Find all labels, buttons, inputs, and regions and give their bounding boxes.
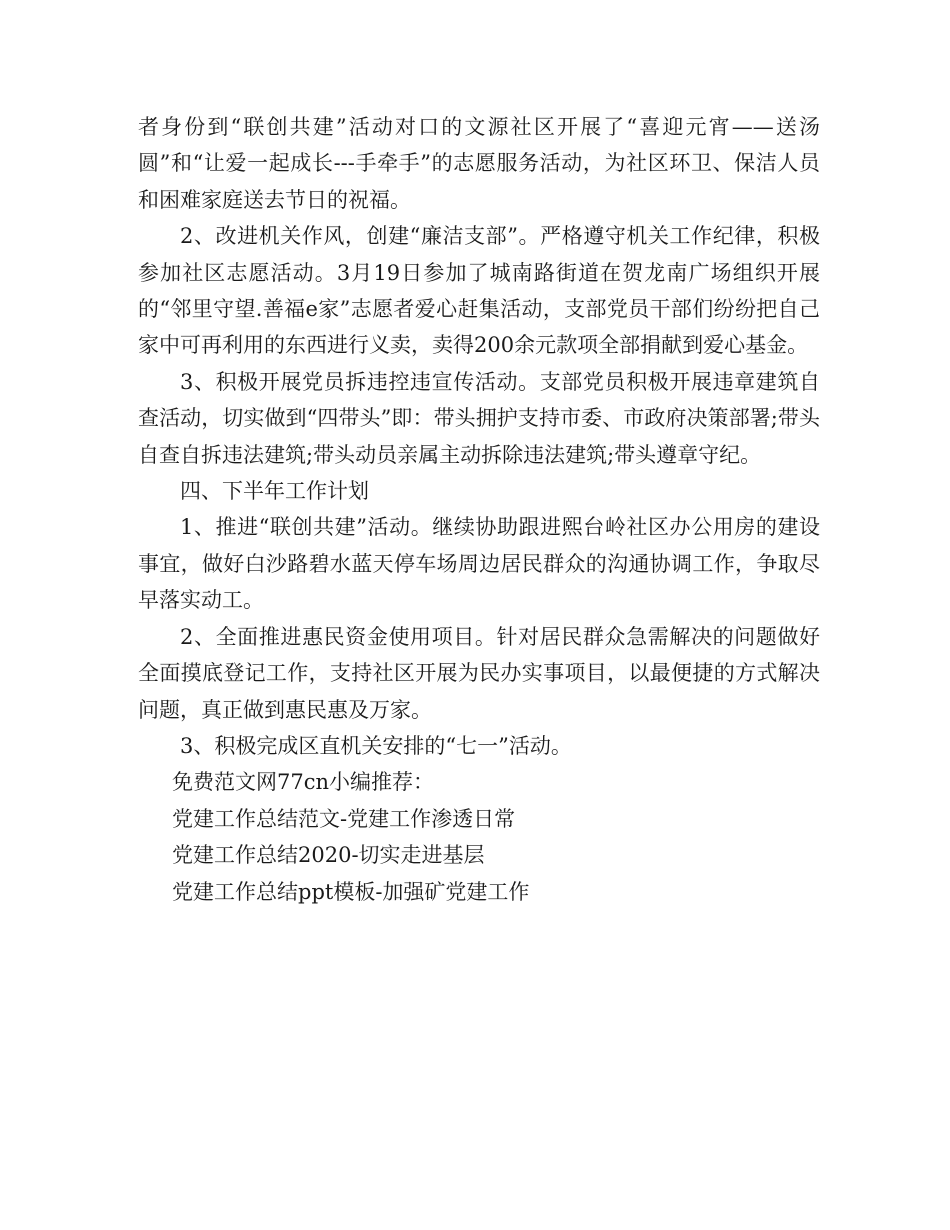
paragraph-continuation: 者身份到“联创共建”活动对口的文源社区开展了“喜迎元宵——送汤圆”和“让爱一起成长---手牵手”的志愿服务活动，为社区环卫、保洁人员和困难家庭送去节日的祝福。 [138, 115, 820, 212]
paragraph-plan-3: 3、积极完成区直机关安排的“七一”活动。 [180, 733, 572, 758]
document-page [138, 109, 820, 910]
paragraph-item-3: 3、积极开展党员拆违控违宣传活动。支部党员积极开展违章建筑自查活动，切实做到“四带头”即：带头拥护支持市委、市政府决策部署;带头自查自拆违法建筑;带头动员亲属主动拆除违法建筑;带头遵章守纪。 [138, 369, 820, 467]
paragraph-plan-1: 1、推进“联创共建”活动。继续协助跟进熙台岭社区办公用房的建设事宜，做好白沙路碧水蓝天停车场周边居民群众的沟通协调工作，争取尽早落实动工。 [138, 515, 820, 613]
paragraph-item-2: 2、改进机关作风，创建“廉洁支部”。严格遵守机关工作纪律，积极参加社区志愿活动。3月19日参加了城南路街道在贺龙南广场组织开展的“邻里守望.善福e家”志愿者爱心赶集活动，支部党员干部们纷纷把自己家中可再利用的东西进行义卖，卖得200余元款项全部捐献到爱心基金。 [138, 224, 820, 358]
recommend-link-2[interactable]: 党建工作总结2020-切实走进基层 [172, 843, 485, 868]
recommend-label: 免费范文网77cn小编推荐： [172, 770, 435, 795]
paragraph-plan-2: 2、全面推进惠民资金使用项目。针对居民群众急需解决的问题做好全面摸底登记工作，支持社区开展为民办实事项目，以最便捷的方式解决问题，真正做到惠民惠及万家。 [138, 624, 820, 722]
recommend-link-3[interactable]: 党建工作总结ppt模板-加强矿党建工作 [172, 879, 530, 904]
section-heading-plan: 四、下半年工作计划 [180, 479, 369, 504]
recommend-link-1[interactable]: 党建工作总结范文-党建工作渗透日常 [172, 806, 516, 831]
